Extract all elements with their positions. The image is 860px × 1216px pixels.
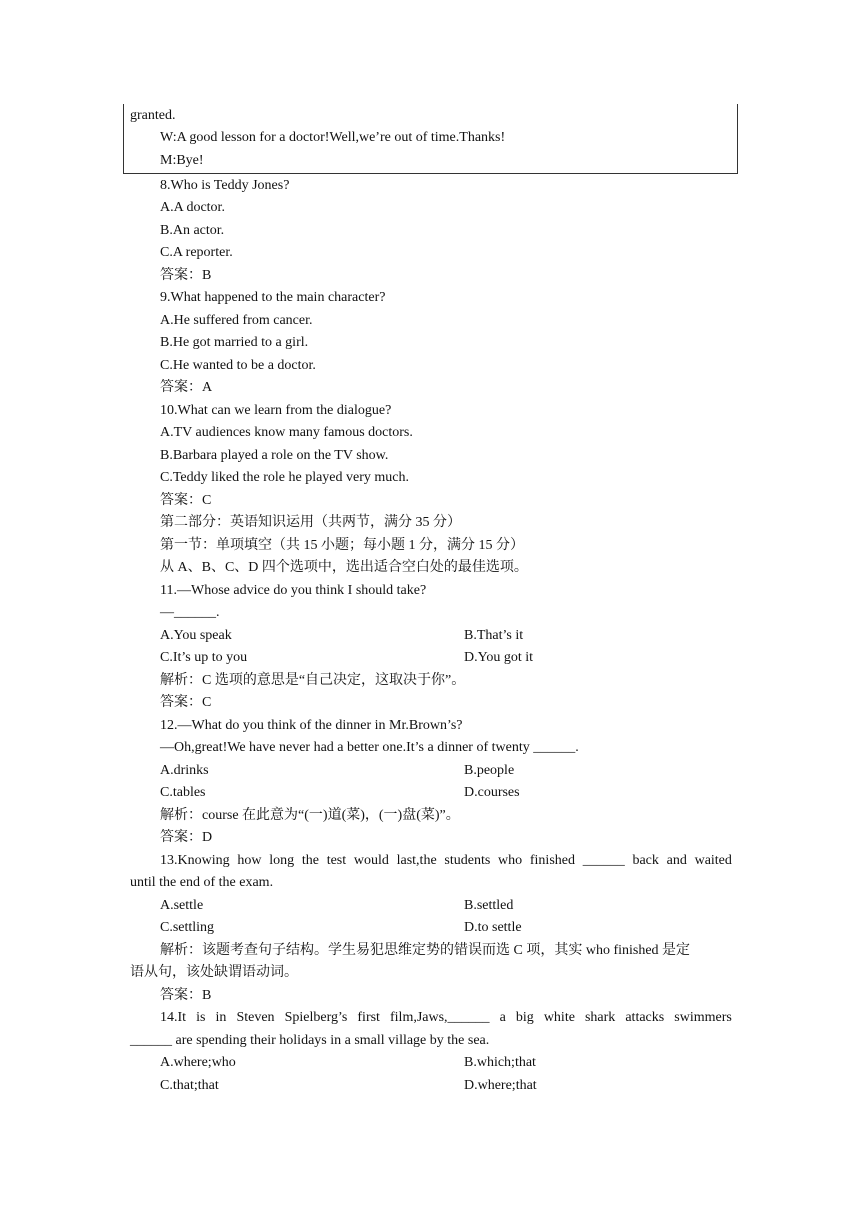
- question-8: 8.Who is Teddy Jones?: [160, 178, 290, 193]
- option-b: B.which;that: [464, 1055, 536, 1070]
- question-word: white: [543, 1010, 575, 1025]
- question-word: how: [237, 853, 262, 868]
- question-word: long: [269, 853, 295, 868]
- question-14: [160, 1009, 732, 1027]
- option-c: C.He wanted to be a doctor.: [160, 358, 316, 373]
- option-c: C.Teddy liked the role he played very much.: [160, 470, 409, 485]
- question-14-continued: ______ are spending their holidays in a small village by the sea.: [130, 1033, 490, 1048]
- question-word: finished: [529, 853, 575, 868]
- option-c: C.that;that: [160, 1078, 219, 1093]
- question-10: 10.What can we learn from the dialogue?: [160, 403, 392, 418]
- analysis: 解析：该题考查句子结构。学生易犯思维定势的错误而选 C 项，其实 who finished 是定: [160, 943, 691, 958]
- transcript-line: M:Bye!: [160, 153, 204, 168]
- question-word: 13.Knowing: [160, 853, 230, 868]
- option-d: D.to settle: [464, 920, 522, 935]
- option-b: B.settled: [464, 898, 514, 913]
- option-d: D.courses: [464, 785, 520, 800]
- question-word: last,the: [396, 853, 437, 868]
- option-a: A.settle: [160, 898, 204, 913]
- analysis: 解析：course 在此意为“(一)道(菜)，(一)盘(菜)”。: [160, 808, 460, 823]
- reply: —______.: [160, 605, 220, 620]
- question-word: attacks: [625, 1010, 665, 1025]
- question-word: the: [301, 853, 319, 868]
- answer: 答案：D: [160, 830, 213, 845]
- option-a: A.drinks: [160, 763, 209, 778]
- transcript-line: granted.: [130, 108, 176, 123]
- question-9: 9.What happened to the main character?: [160, 290, 386, 305]
- question-word: students: [444, 853, 491, 868]
- option-b: B.An actor.: [160, 223, 225, 238]
- question-word: Steven: [236, 1010, 275, 1025]
- option-a: A.TV audiences know many famous doctors.: [160, 425, 413, 440]
- option-b: B.Barbara played a role on the TV show.: [160, 448, 389, 463]
- option-b: B.people: [464, 763, 515, 778]
- option-a: A.He suffered from cancer.: [160, 313, 313, 328]
- option-c: C.A reporter.: [160, 245, 233, 260]
- option-b: B.That’s it: [464, 628, 524, 643]
- question-word: Spielberg’s: [284, 1010, 348, 1025]
- option-a: A.You speak: [160, 628, 232, 643]
- question-word: swimmers: [674, 1010, 732, 1025]
- analysis: 解析：C 选项的意思是“自己决定，这取决于你”。: [160, 673, 466, 688]
- analysis-continued: 语从句，该处缺谓语动词。: [130, 965, 298, 980]
- question-word: would: [353, 853, 389, 868]
- option-a: A.where;who: [160, 1055, 236, 1070]
- question-13-continued: until the end of the exam.: [130, 875, 274, 890]
- section-instruction: 从 A、B、C、D 四个选项中，选出适合空白处的最佳选项。: [160, 560, 528, 575]
- answer: 答案：C: [160, 493, 212, 508]
- question-word: who: [498, 853, 523, 868]
- question-13: [160, 852, 732, 870]
- question-word: and: [666, 853, 687, 868]
- question-word: film,Jaws,______: [390, 1010, 490, 1025]
- option-c: C.settling: [160, 920, 215, 935]
- question-word: is: [196, 1010, 206, 1025]
- question-12: 12.—What do you think of the dinner in Mr.Brown’s?: [160, 718, 463, 733]
- option-c: C.tables: [160, 785, 206, 800]
- question-word: back: [632, 853, 659, 868]
- question-word: ______: [582, 853, 625, 868]
- question-word: shark: [584, 1010, 616, 1025]
- option-c: C.It’s up to you: [160, 650, 248, 665]
- answer: 答案：B: [160, 988, 212, 1003]
- question-word: a: [499, 1010, 506, 1025]
- question-11: 11.—Whose advice do you think I should take?: [160, 583, 427, 598]
- transcript-line: W:A good lesson for a doctor!Well,we’re out of time.Thanks!: [160, 130, 506, 145]
- option-d: D.You got it: [464, 650, 533, 665]
- part-heading: 第二部分：英语知识运用（共两节，满分 35 分）: [160, 515, 461, 530]
- reply: —Oh,great!We have never had a better one.It’s a dinner of twenty ______.: [160, 740, 579, 755]
- question-word: big: [515, 1010, 534, 1025]
- question-word: 14.It: [160, 1010, 187, 1025]
- question-word: waited: [694, 853, 732, 868]
- question-word: first: [357, 1010, 380, 1025]
- option-b: B.He got married to a girl.: [160, 335, 309, 350]
- option-a: A.A doctor.: [160, 200, 225, 215]
- answer: 答案：A: [160, 380, 213, 395]
- answer: 答案：B: [160, 268, 212, 283]
- section-heading: 第一节：单项填空（共 15 小题；每小题 1 分，满分 15 分）: [160, 538, 524, 553]
- answer: 答案：C: [160, 695, 212, 710]
- question-word: test: [326, 853, 347, 868]
- option-d: D.where;that: [464, 1078, 537, 1093]
- question-word: in: [215, 1010, 227, 1025]
